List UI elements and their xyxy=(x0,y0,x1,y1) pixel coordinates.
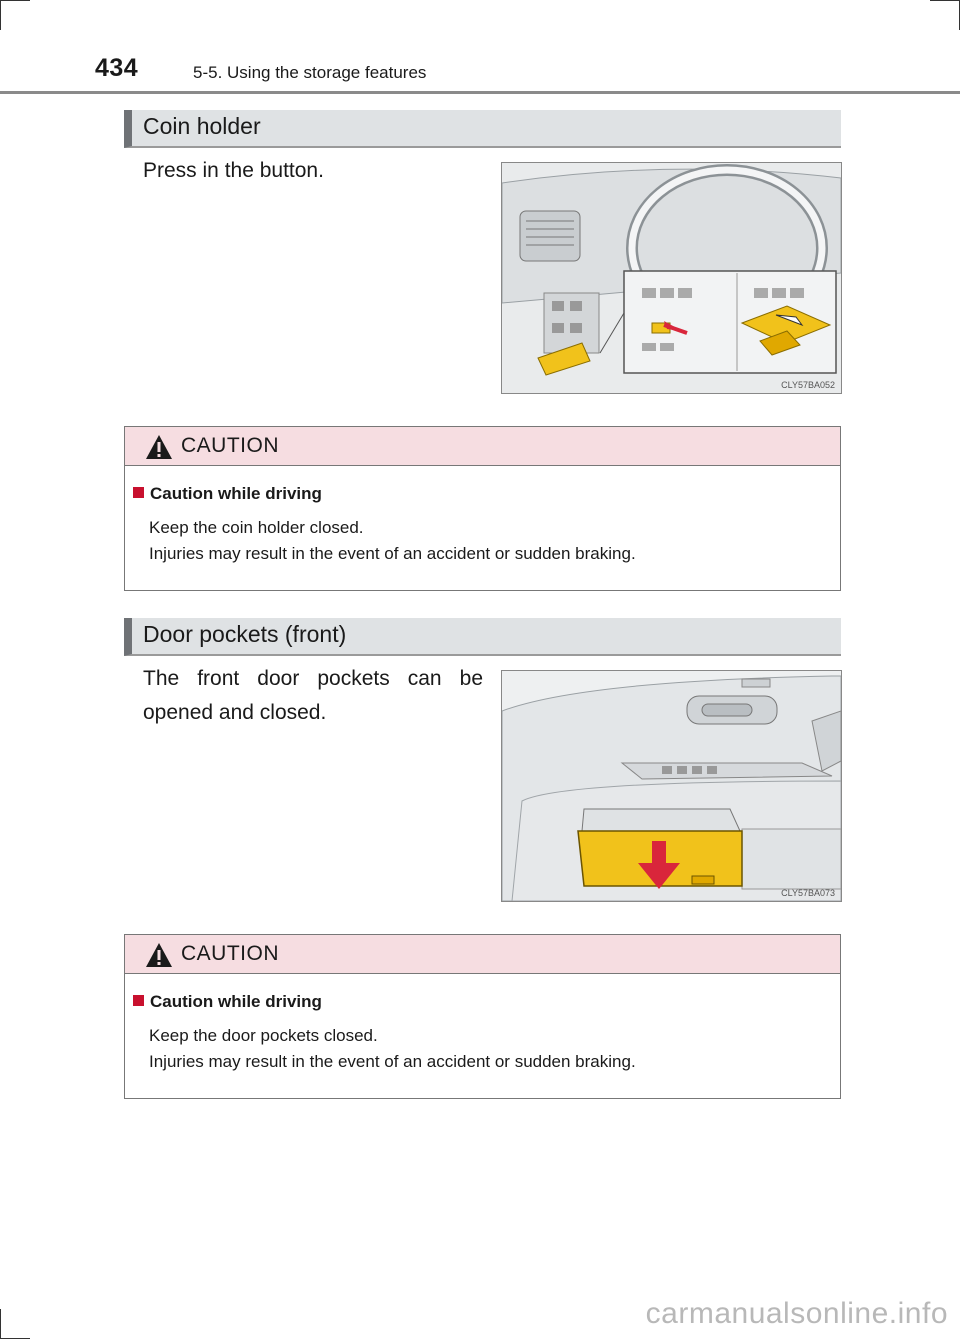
page-header xyxy=(0,0,960,96)
caution-box-coin-holder xyxy=(124,426,841,591)
page-number: 434 xyxy=(95,54,139,82)
door-pocket-illustration xyxy=(501,670,842,902)
caution-title: CAUTION xyxy=(181,942,279,965)
bullet-square-icon xyxy=(133,487,144,498)
coin-holder-illustration xyxy=(501,162,842,394)
door-pockets-instruction-line2: opened and closed. xyxy=(143,701,327,724)
caution-box-door-pockets xyxy=(124,934,841,1099)
header-rule xyxy=(0,91,960,94)
crop-mark xyxy=(0,1309,1,1339)
caution-subtitle: Caution while driving xyxy=(133,992,322,1012)
chapter-title: 5-5. Using the storage features xyxy=(193,63,427,82)
section-heading-coin-holder xyxy=(124,110,841,148)
warning-triangle-icon xyxy=(145,434,173,460)
bullet-square-icon xyxy=(133,995,144,1006)
section-title: Coin holder xyxy=(143,113,261,139)
figure-code: CLY57BA073 xyxy=(781,888,835,898)
door-panel-drawing xyxy=(502,671,841,901)
dashboard-drawing xyxy=(502,163,841,393)
door-pockets-instruction-line1: The front door pockets can be xyxy=(143,667,483,690)
caution-header xyxy=(125,427,840,466)
caution-title: CAUTION xyxy=(181,434,279,457)
section-title: Door pockets (front) xyxy=(143,621,347,647)
section-heading-door-pockets xyxy=(124,618,841,656)
caution-subtitle: Caution while driving xyxy=(133,484,322,504)
caution-text-line: Keep the door pockets closed. xyxy=(149,1026,378,1045)
coin-holder-instruction: Press in the button. xyxy=(143,159,324,182)
caution-text-line: Keep the coin holder closed. xyxy=(149,518,364,537)
watermark: carmanualsonline.info xyxy=(645,1297,948,1330)
figure-code: CLY57BA052 xyxy=(781,380,835,390)
caution-text-line: Injuries may result in the event of an accident or sudden braking. xyxy=(149,544,636,563)
warning-triangle-icon xyxy=(145,942,173,968)
caution-header xyxy=(125,935,840,974)
caution-text-line: Injuries may result in the event of an accident or sudden braking. xyxy=(149,1052,636,1071)
